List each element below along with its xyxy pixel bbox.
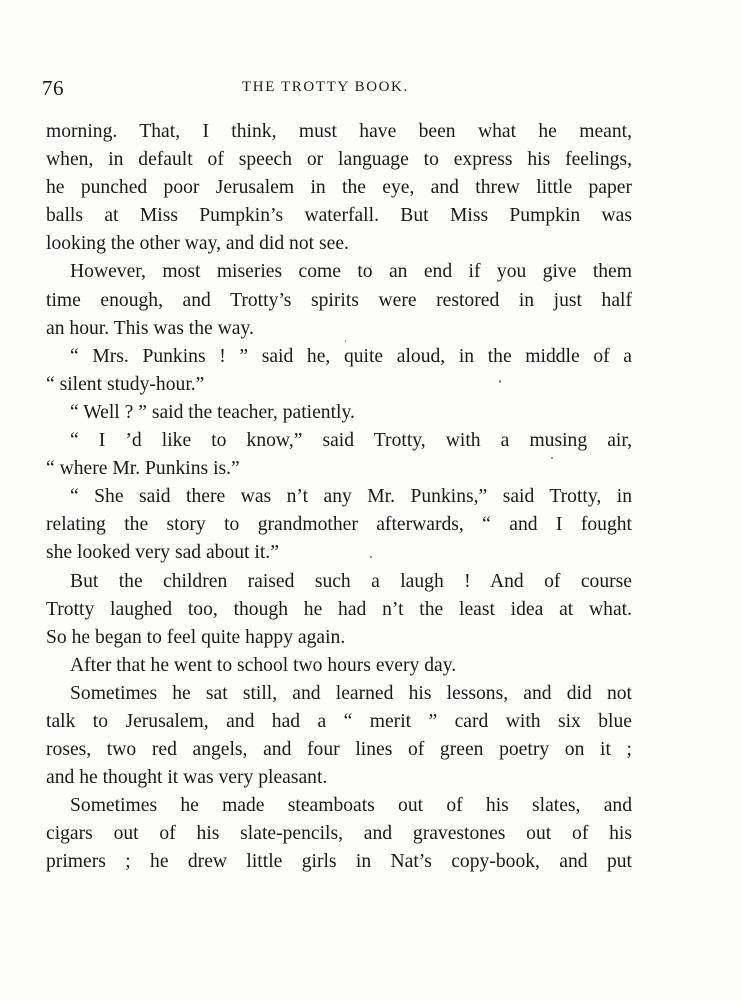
text-line: an hour. This was the way. bbox=[46, 317, 254, 339]
text-line: talk to Jerusalem, and had a “ merit ” card with six blue bbox=[46, 710, 632, 732]
text-line: Sometimes he made steamboats out of his slates, and bbox=[70, 795, 632, 817]
text-line: After that he went to school two hours every day. bbox=[70, 654, 457, 676]
paper-speck bbox=[370, 556, 372, 558]
text-line: “ where Mr. Punkins is.” bbox=[46, 458, 240, 480]
text-line: Trotty laughed too, though he had n’t the least idea at what. bbox=[46, 598, 632, 620]
paper-speck bbox=[551, 457, 553, 459]
paper-speck bbox=[345, 340, 346, 342]
text-line: relating the story to grandmother afterwards, “ and I fought bbox=[46, 514, 632, 536]
text-line: However, most miseries come to an end if you give them bbox=[70, 261, 632, 283]
text-line: he punched poor Jerusalem in the eye, and threw little paper bbox=[46, 177, 632, 199]
paper-speck bbox=[499, 380, 501, 383]
text-line: balls at Miss Pumpkin’s waterfall. But Miss Pumpkin was bbox=[46, 205, 632, 227]
page-number: 76 bbox=[42, 76, 64, 100]
text-line: “ She said there was n’t any Mr. Punkins,” said Trotty, in bbox=[70, 486, 632, 508]
text-line: “ Well ? ” said the teacher, patiently. bbox=[70, 401, 355, 423]
text-line: looking the other way, and did not see. bbox=[46, 233, 349, 255]
body-text bbox=[46, 118, 632, 877]
text-line: and he thought it was very pleasant. bbox=[46, 767, 328, 789]
text-line: she looked very sad about it.” bbox=[46, 542, 279, 564]
text-line: roses, two red angels, and four lines of green poetry on it ; bbox=[46, 739, 632, 761]
text-line: “ Mrs. Punkins ! ” said he, quite aloud, in the middle of a bbox=[70, 345, 632, 367]
text-line: cigars out of his slate-pencils, and gravestones out of his bbox=[46, 823, 632, 845]
text-line: primers ; he drew little girls in Nat’s copy-book, and put bbox=[46, 851, 632, 873]
text-line: time enough, and Trotty’s spirits were restored in just half bbox=[46, 289, 632, 311]
text-line: morning. That, I think, must have been what he meant, bbox=[46, 121, 632, 142]
text-line: But the children raised such a laugh ! And of course bbox=[70, 570, 632, 592]
page-header bbox=[42, 76, 632, 106]
text-line: when, in default of speech or language to express his feelings, bbox=[46, 149, 632, 171]
text-line: Sometimes he sat still, and learned his lessons, and did not bbox=[70, 682, 632, 704]
running-title: THE TROTTY BOOK. bbox=[242, 79, 409, 95]
text-line: So he began to feel quite happy again. bbox=[46, 626, 346, 648]
text-line: “ silent study-hour.” bbox=[46, 373, 205, 395]
text-line: “ I ’d like to know,” said Trotty, with a musing air, bbox=[70, 430, 632, 452]
